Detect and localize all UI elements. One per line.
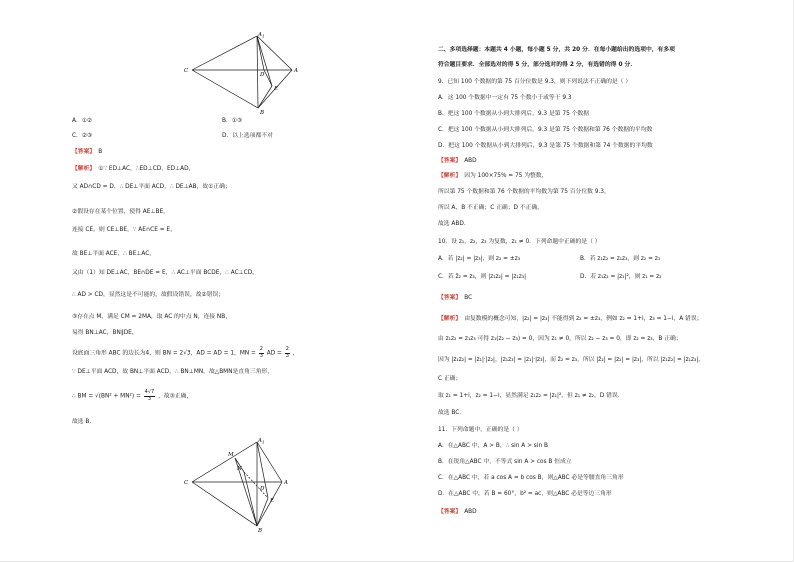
bm-text-pre: ∴ BM = √(BN² + MN²) =	[72, 393, 141, 400]
solution-line-4: 连接 CE，则 CE⊥BE，∵ AE∩CE = E，	[72, 227, 176, 233]
q10-solution-label: 【解析】	[438, 316, 462, 322]
q10-solution-line-6: 故选 BC．	[438, 410, 466, 416]
q11-option-c: C．在△ABC 中，若 a cos A = b cos B，则△ABC 必是等腰直角三角形	[438, 475, 624, 481]
q10-option-a: A．若 |z₂| = |z₃|，则 z₂ = ±z₃	[438, 256, 521, 262]
q10-solution-line-1	[438, 316, 702, 323]
q11-answer-label: 【答案】	[438, 509, 462, 515]
q10-solution-line-5: 取 z₁ = 1+i，z₂ = 1−i，显然满足 z₁z₂ = |z₁|²，但 z₁ ≠ z₂，D 错误．	[438, 393, 624, 399]
q9-option-b: B．把这 100 个数据从小到大排列后，9.3 是第 75 个数据	[438, 111, 589, 117]
q9-option-a: A．这 100 个数据中一定有 75 个数小于或等于 9.3	[438, 95, 572, 101]
fraction-two-thirds-1	[259, 347, 264, 359]
fraction-denominator: 3	[259, 352, 263, 359]
option-a: A．①②	[72, 118, 93, 124]
q9-solution-line-1	[438, 173, 547, 180]
q10-answer-line	[438, 295, 472, 302]
fraction-bm	[144, 390, 156, 402]
solution-line-bm	[72, 390, 192, 402]
fraction-numerator: 4√7	[144, 389, 155, 395]
q10-solution-line-3: 因为 |z₁z₂| = |z₁|·|z₂|，|z₁z₃| = |z₁|·|z₃|，而 z̄₂ = z₃，所以 |z̄₂| = |z₂| = |z₃|，所以 |z₁z₂| = |z₁z₃|，	[438, 357, 705, 363]
q9-answer-line	[438, 158, 477, 165]
solution-line-1	[72, 166, 194, 173]
fraction-numerator: 2	[285, 346, 289, 352]
q10-solution-line-4: C 正确；	[438, 376, 462, 382]
fig1-label-a1: A	[258, 32, 262, 38]
answer-label: 【答案】	[72, 149, 96, 155]
solution-line-5: 故 BE⊥平面 ACE，∴ BE⊥AC，	[72, 251, 156, 257]
fig1-label-d: D	[260, 72, 265, 78]
fig2-label-d: D	[260, 486, 265, 492]
q9-option-d: D．把这 100 个数据从小到大排列后，9.3 是第 75 个数据和第 74 个数据的平均数	[438, 143, 653, 149]
q10-answer-value: BC	[464, 295, 473, 301]
fig2-label-a: A	[284, 480, 288, 486]
section-header-line-1: 二、多项选择题：本题共 4 小题，每小题 5 分，共 20 分．在每小题给出的选项中，有多项	[438, 47, 675, 53]
q9-solution-line-3: 所以 A、B 不正确；C 正确；D 不正确，	[438, 205, 543, 211]
option-c: C．②③	[72, 133, 93, 139]
fig1-label-c: C	[184, 68, 189, 74]
q10-option-c: C．若 z̄₂ = z₃，则 |z₁z₂| = |z₁z₃|	[438, 274, 527, 280]
fig1-label-a: A	[294, 68, 298, 74]
mn-text-post: ，	[292, 350, 299, 357]
solution-line-8: ③存在点 M，满足 CM = 2MA，取 AC 的中点 N，连接 NB，	[72, 314, 232, 320]
q9-solution-text: 因为 100×75% = 75 为整数，	[464, 173, 548, 179]
q10-solution-text: 由复数模的概念可知，|z₂| = |z₃| 不能得到 z₂ = ±z₃，例如 z₂ = 1+i，z₃ = 1−i，A 错误；	[464, 316, 703, 322]
mn-text-mid: AD =	[266, 350, 282, 357]
fig2-label-m: M	[228, 452, 234, 458]
figure-1-tetrahedron	[182, 28, 402, 116]
q10-answer-label: 【答案】	[438, 295, 462, 301]
q9-solution-line-4: 故选 ABD．	[438, 221, 470, 227]
q9-answer-label: 【答案】	[438, 158, 462, 164]
solution-text: ①∵ ED⊥AC，∴ED⊥CD，ED⊥AD，	[98, 166, 195, 172]
option-b: B．①③	[222, 118, 243, 124]
solution-line-perp: ∵ DE⊥平面 ACD，故 BN⊥平面 ACD，∴ BN⊥MN，故△BMN是直角三角形，	[72, 369, 274, 375]
answer-value: B	[98, 149, 103, 155]
fraction-denominator: 3	[285, 352, 289, 359]
q11-stem: 11．下列命题中，正确的是（ ）	[438, 427, 523, 433]
solution-line-7: ∴ AD > CD，显然这是不可能的，故假设错误，故②错误；	[72, 292, 225, 298]
figure-2-tetrahedron	[182, 438, 402, 534]
fig2-label-c: C	[184, 480, 189, 486]
fig1-label-b: B	[260, 110, 265, 116]
fraction-two-thirds-2	[285, 347, 290, 359]
conclusion-line: 故选 B．	[72, 419, 96, 425]
fig2-label-a1: A	[258, 438, 262, 444]
q9-stem: 9．已知 100 个数据的第 75 百分位数是 9.3，则下列说法不正确的是（ ）	[438, 79, 632, 85]
answer-line	[72, 149, 102, 156]
fig1-label-a1-sub: 1	[262, 33, 265, 39]
fig1-label-e: E	[274, 86, 279, 92]
q9-option-c: C．把这 100 个数据从小到大排列后，9.3 是第 75 个数据和第 76 个数据的平均数	[438, 127, 653, 133]
mn-text-pre: 设底面三角形 ABC 的边长为4，则 BN = 2√3，AD = AD = 1，MN =	[72, 350, 256, 357]
q11-option-d: D．在△ABC 中，若 B = 60°，b² = ac，则△ABC 必是等边三角形	[438, 491, 612, 497]
q11-answer-value: ABD	[464, 509, 477, 515]
fraction-denominator: 3	[147, 395, 152, 402]
bm-text-post: ，故③正确，	[158, 393, 193, 400]
solution-line-mn	[72, 347, 299, 359]
option-d: D．以上选项都不对	[222, 133, 273, 139]
fraction-numerator: 2	[259, 346, 263, 352]
solution-line-9: 易得 BN⊥AC，BN∥DE，	[72, 330, 138, 336]
fig2-label-n: N	[237, 466, 242, 472]
solution-line-2: 又 AD∩CD = D，∴ DE⊥平面 ACD，∴ DE⊥AB，故①正确；	[72, 184, 231, 190]
q10-option-d: D．若 z₁z₂ = |z₁|²，则 z₁ = z₂	[580, 274, 662, 280]
q10-option-b: B．若 z₁z₂ = z₁z₃，则 z₂ = z₃	[580, 256, 661, 262]
fig2-label-b: B	[258, 528, 263, 534]
fig2-label-a1-sub: 1	[262, 439, 265, 445]
q9-solution-line-2: 所以第 75 个数据和第 76 个数据的平均数为第 75 百分位数 9.3，	[438, 189, 610, 195]
solution-line-6: 又由（1）知 DE⊥AC，BE∩DE = E，∴ AC⊥平面 BCDE，∴ AC⊥CD，	[72, 270, 258, 276]
section-header-line-2: 符合题目要求．全部选对的得 5 分，部分选对的得 2 分，有选错的得 0 分．	[438, 62, 637, 68]
fig2-label-e: E	[270, 498, 275, 504]
solution-label: 【解析】	[72, 166, 96, 172]
q9-solution-label: 【解析】	[438, 173, 462, 179]
q11-option-b: B．在锐角△ABC 中，不等式 sin A > cos B 恒成立	[438, 459, 572, 465]
q11-answer-line	[438, 509, 477, 516]
q10-stem: 10．设 z₁，z₂，z₃ 为复数，z₁ ≠ 0．下列命题中正确的是（ ）	[438, 239, 601, 245]
q9-answer-value: ABD	[464, 158, 477, 164]
solution-line-3: ②假设存在某个位置，使得 AE⊥BE，	[72, 209, 169, 215]
q10-solution-line-2: 由 z₁z₂ = z₁z₃ 可得 z₁(z₂ − z₃) = 0，因为 z₁ ≠ 0，所以 z₂ − z₃ = 0，即 z₂ = z₃，B 正确；	[438, 336, 682, 342]
q11-option-a: A．在△ABC 中，A > B，∴ sin A > sin B	[438, 443, 548, 449]
